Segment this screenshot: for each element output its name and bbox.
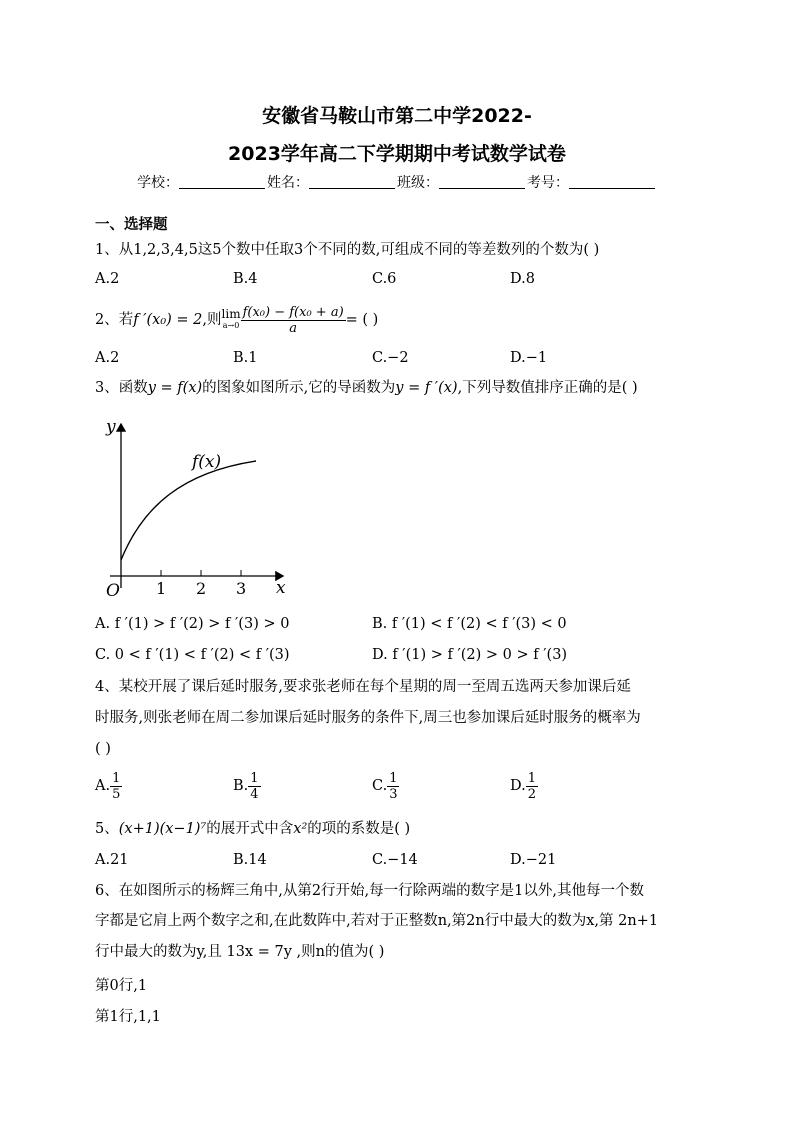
q3-deriv: y = f ′(x) [395,380,458,396]
q4-a-den: 5 [112,786,121,802]
q2-condition: f ′(x₀) = 2 [133,312,203,328]
q4-c-label: C. [372,778,388,794]
q2-mid: ,则 [202,312,222,328]
q6-line-2: 字都是它肩上两个数字之和,在此数阵中,若对于正整数n,第2n行中最大的数为x,第 2n+1 [95,913,659,929]
q2-lim-sub: a→0 [222,321,240,330]
y-axis-label: y [106,417,116,437]
number-blank[interactable] [569,175,655,189]
q2-fraction [241,305,346,336]
q4-c-den: 3 [389,786,398,802]
q4-option-b [233,768,261,804]
q5-stem [95,820,410,838]
q3-option-d: D. f ′(1) > f ′(2) > 0 > f ′(3) [372,647,568,663]
q2-stem [95,302,378,338]
q5-term: x² [293,821,308,837]
tick-label-1: 1 [156,579,167,598]
x-axis-label: x [276,578,286,598]
q4-d-den: 2 [527,786,536,802]
q6-line-3: 行中最大的数为y,且 13x = 7y ,则n的值为( ) [95,944,385,960]
q1-stem: 1、从1,2,3,4,5这5个数中任取3个不同的数,可组成不同的等差数列的个数为( ) [95,242,600,258]
q2-option-c: C.−2 [372,350,409,366]
q1-option-a: A.2 [95,271,120,287]
q4-b-den: 4 [250,786,259,802]
q5-suffix: 的项的系数是( ) [307,821,411,837]
title-line-1: 安徽省马鞍山市第二中学2022- [262,105,532,127]
q2-lim-text: lim [221,307,241,321]
q3-option-b: B. f ′(1) < f ′(2) < f ′(3) < 0 [372,616,567,632]
pascal-row-1: 第1行,1,1 [95,1009,161,1025]
function-graph [98,410,298,606]
q4-line-2: 时服务,则张老师在周二参加课后延时服务的条件下,周三也参加课后延时服务的概率为 [95,710,641,726]
title-line-2: 2023学年高二下学期期中考试数学试卷 [228,143,566,165]
q3-option-a: A. f ′(1) > f ′(2) > f ′(3) > 0 [95,616,290,632]
q3-option-c: C. 0 < f ′(1) < f ′(2) < f ′(3) [95,647,290,663]
class-blank[interactable] [439,175,525,189]
q2-option-b: B.1 [233,350,258,366]
q3-func: y = f(x) [147,380,203,396]
q5-option-c: C.−14 [372,852,418,868]
tick-label-3: 3 [236,579,247,598]
q5-option-a: A.21 [95,852,129,868]
q4-option-c [372,768,399,804]
name-blank[interactable] [309,175,395,189]
class-label: 班级： [397,175,439,191]
q3-suffix: ,下列导数值排序正确的是( ) [457,380,638,396]
q4-option-d [510,768,538,804]
q2-option-a: A.2 [95,350,120,366]
q4-c-num: 1 [389,770,398,786]
q6-line-1: 6、在如图所示的杨辉三角中,从第2行开始,每一行除两端的数字是1以外,其他每一个数 [95,883,645,899]
q4-option-a [95,768,122,804]
name-label: 姓名： [267,175,309,191]
section-heading: 一、选择题 [95,217,168,233]
origin-label: O [106,581,120,601]
q2-limit [222,309,241,331]
q2-prefix: 2、若 [95,312,134,328]
q4-b-num: 1 [250,770,259,786]
q4-d-label: D. [510,778,526,794]
q2-denominator: a [289,320,297,336]
q2-option-d: D.−1 [510,350,548,366]
q4-d-num: 1 [527,770,536,786]
q3-prefix: 3、函数 [95,380,148,396]
q5-expr: (x+1)(x−1)⁷ [118,821,207,837]
q2-suffix: = ( ) [345,312,379,328]
q5-option-b: B.14 [233,852,267,868]
student-info-line [0,172,794,192]
q4-a-label: A. [95,778,111,794]
q4-line-3: ( ) [95,741,111,757]
q1-option-c: C.6 [372,271,397,287]
q4-a-num: 1 [112,770,121,786]
curve-fx [121,461,256,560]
number-label: 考号： [527,175,569,191]
q2-numerator: f(x₀) − f(x₀ + a) [242,304,344,320]
curve-label: f(x) [192,452,222,472]
school-blank[interactable] [179,175,265,189]
pascal-row-0: 第0行,1 [95,978,148,994]
q3-mid: 的图象如图所示,它的导函数为 [202,380,396,396]
q1-option-d: D.8 [510,271,535,287]
q5-mid: 的展开式中含 [206,821,294,837]
q1-option-b: B.4 [233,271,258,287]
tick-label-2: 2 [196,579,207,598]
q5-option-d: D.−21 [510,852,557,868]
q4-b-label: B. [233,778,249,794]
school-label: 学校： [137,175,179,191]
q4-line-1: 4、某校开展了课后延时服务,要求张老师在每个星期的周一至周五选两天参加课后延 [95,679,631,695]
q3-stem [95,379,638,397]
q5-prefix: 5、 [95,821,119,837]
